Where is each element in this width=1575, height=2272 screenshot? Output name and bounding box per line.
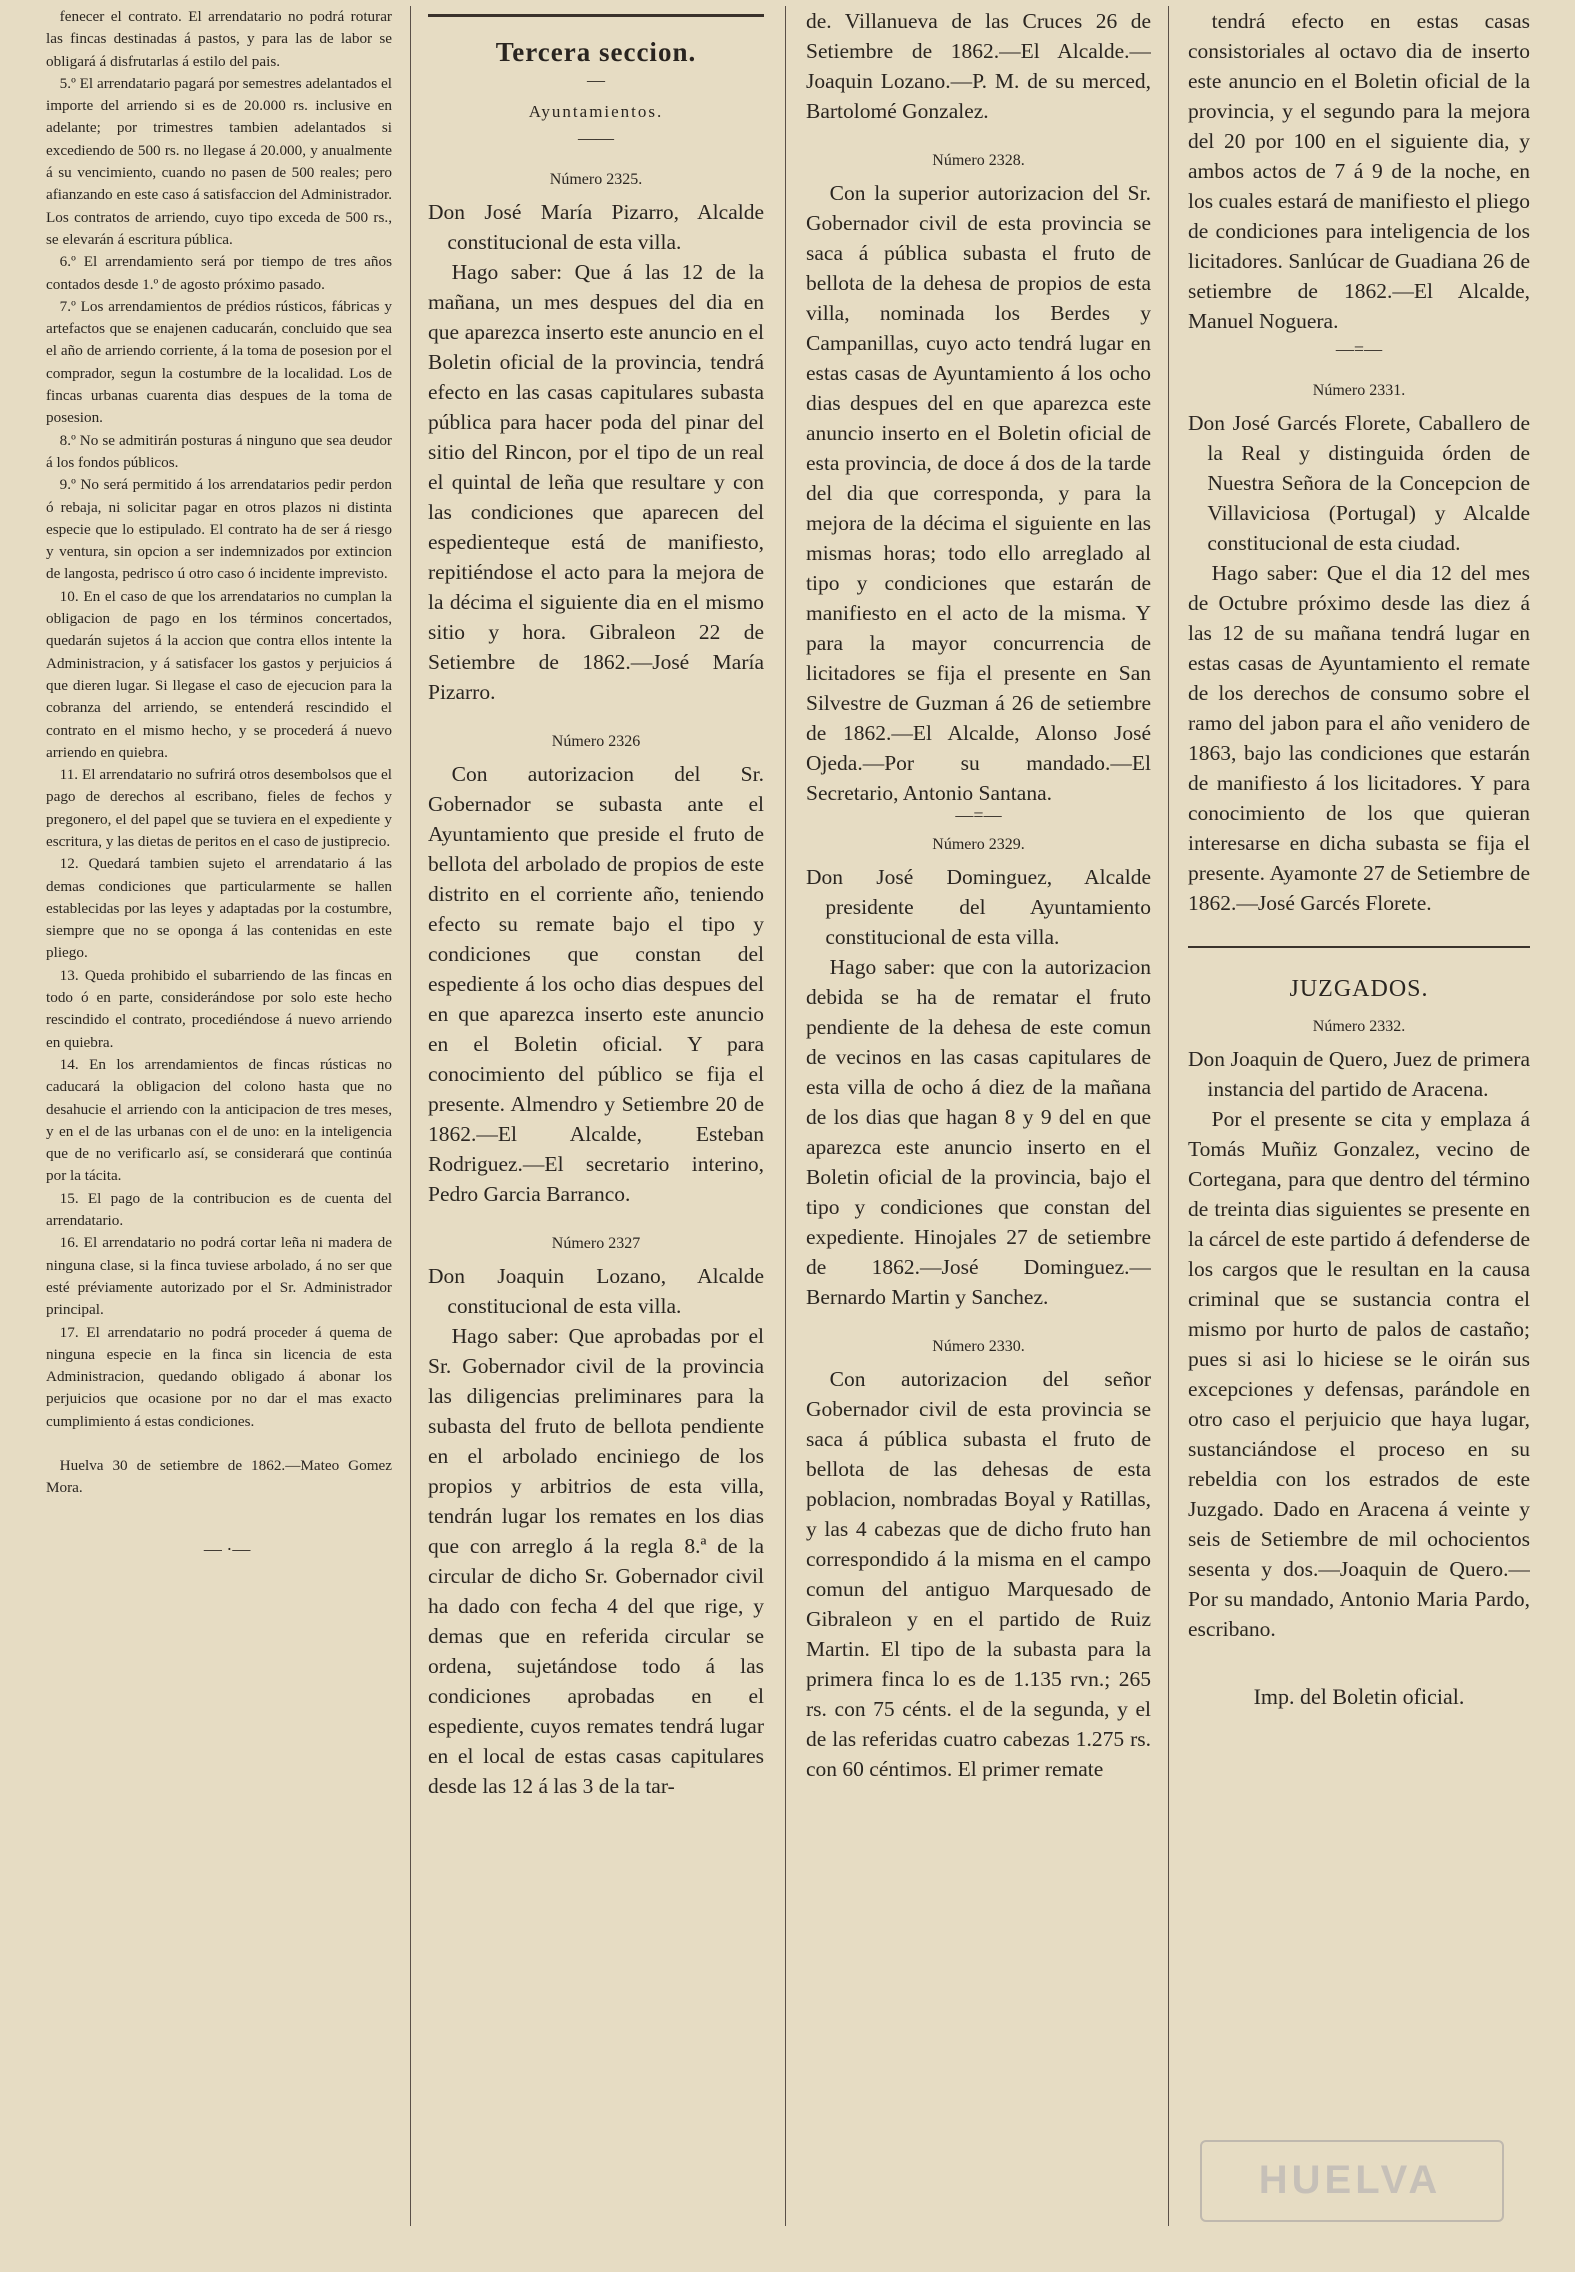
- section-title: Tercera seccion.: [495, 37, 697, 67]
- notice-number: Número 2325.: [549, 171, 643, 188]
- notice-body: Hago saber: Que á las 12 de la mañana, un mes despues del dia en que aparezca inserto este anuncio en el Boletin oficial de la provincia, tendrá efecto en las casas capitulares subasta pública para hacer poda del pinar del sitio del Rincon, por el tipo de un real el quintal de leña que resultare y con las condiciones que aparecen del espedienteque está de manifiesto, repitiéndose el acto para la mejora de la décima el siguiente dia en el mismo sitio y hora. Gibraleon 22 de Setiembre de 1862.—José María Pizarro.: [428, 260, 764, 704]
- condition-paragraph: 5.º El arrendatario pagará por semestres adelantados el importe del arriendo si es de 20.000 rs. inclusive en adelante; por trimestres tambien adelantados si excediendo de 500 rs. no llegase á 20.000, y anualmente á su vencimiento, cuando no pasen de 500 reales; pero afianzando en este caso á satisfaccion del Administrador. Los contratos de arriendo, cuyo tipo exceda de 500 rs., se elevarán á escritura pública.: [46, 74, 392, 248]
- column-divider: [785, 6, 786, 2226]
- notice-body: Con la superior autorizacion del Sr. Gobernador civil de esta provincia se saca á pública subasta el fruto de bellota de la dehesa de propios de esta villa, nominada los Berdes y Campanillas, cuyo acto tendrá lugar en estas casas de Ayuntamiento á los ocho dias despues del en que aparezca este anuncio inserto en el Boletin oficial de esta provincia, de doce á dos de la tarde del dia que corresponda, y para la mejora de la décima el siguiente en las mismas horas; todo ello arreglado al tipo y condiciones que estarán de manifiesto en el acto de la misma. Y para la mayor concurrencia de licitadores se fija el presente en San Silvestre de Guzman á 26 de setiembre de 1862.—El Alcalde, Alonso José Ojeda.—Por su mandado.—El Secretario, Antonio Santana.: [806, 181, 1151, 805]
- condition-paragraph: fenecer el contrato. El arrendatario no podrá roturar las fincas destinadas á pastos, y para las de labor se obligará á disfrutarlas á estilo del pais.: [46, 8, 392, 70]
- notice-body: Con autorizacion del señor Gobernador civil de esta provincia se saca á pública subasta el fruto de bellota de las dehesas de esta poblacion, nombradas Boyal y Ratillas, y las 4 cabezas que de dicho fruto han correspondido á la misma en el campo comun del antiguo Marquesado de Gibraleon y en el partido de Ruiz Martin. El tipo de la subasta para la primera finca lo es de 1.135 rvn.; 265 rs. con 75 cénts. el de la segunda, y el de las referidas cuatro cabezas 1.275 rs. con 60 céntimos. El primer remate: [806, 1367, 1151, 1781]
- column-1: [46, 6, 392, 1556]
- archive-stamp-text: HUELVA: [1258, 2158, 1442, 2202]
- section-rule: [1188, 946, 1530, 948]
- signature: Huelva 30 de setiembre de 1862.—Mateo Gomez Mora.: [46, 1457, 392, 1497]
- condition-paragraph: 14. En los arrendamientos de fincas rústicas no caducará la obligacion del colono hasta que no desahucie el arriendo con la anticipacion de tres meses, y en el de las urbanas con el de uno: en la inteligencia que de no verificarlo así, se considerará que continúa por la tácita.: [46, 1055, 392, 1185]
- notice-heading: Don José Dominguez, Alcalde presidente del Ayuntamiento constitucional de esta villa.: [806, 865, 1151, 949]
- notice-number: Número 2330.: [932, 1338, 1025, 1355]
- column-divider: [410, 6, 411, 2226]
- separator-dash: —=—: [955, 805, 1002, 825]
- notice-heading: Don José María Pizarro, Alcalde constitucional de esta villa.: [428, 200, 764, 254]
- condition-paragraph: 10. En el caso de que los arrendatarios no cumplan la obligacion de pago en los términos concertados, quedarán sujetos á la accion que contra ellos intente la Administracion, y á satisfacer los gastos y perjuicios á que dieren lugar. Si llegase el caso de ejecucion para la cobranza del arriendo, se entenderá rescindido el contrato en el mismo hecho, y se procederá á nuevo arriendo en quiebra.: [46, 587, 392, 761]
- condition-paragraph: 9.º No será permitido á los arrendatarios pedir perdon ó rebaja, ni solicitar pagar en otros plazos ni distinta especie que lo estipulado. El contrato ha de ser á riesgo y ventura, sin opcion a ser indemnizados por extincion de langosta, pedrisco ú otro caso ó incidente imprevisto.: [46, 476, 392, 583]
- section-title: JUZGADOS.: [1289, 976, 1429, 1002]
- notice-body: Hago saber: Que el dia 12 del mes de Octubre próximo desde las diez á las 12 de su mañana tendrá lugar en estas casas de Ayuntamiento el remate de los derechos de consumo sobre el ramo del jabon para el año venidero de 1863, bajo las condiciones que estarán de manifiesto á los licitadores. Y para conocimiento de los que quieran interesarse en dicha subasta se fija el presente. Ayamonte 27 de Setiembre de 1862.—José Garcés Florete.: [1188, 561, 1530, 915]
- notice-heading: Don José Garcés Florete, Caballero de la Real y distinguida órden de Nuestra Señora de la Concepcion de Villaviciosa (Portugal) y Alcalde constitucional de esta ciudad.: [1188, 411, 1530, 555]
- section-subtitle: Ayuntamientos.: [528, 102, 664, 121]
- notice-continuation: de. Villanueva de las Cruces 26 de Setiembre de 1862.—El Alcalde.—Joaquin Lozano.—P. M. de su merced, Bartolomé Gonzalez.: [806, 9, 1151, 123]
- notice-heading: Don Joaquin Lozano, Alcalde constitucional de esta villa.: [428, 1264, 764, 1318]
- condition-paragraph: 16. El arrendatario no podrá cortar leña ni madera de ninguna clase, si la finca tuviese arbolado, á no ser que esté préviamente autorizado por el Sr. Administrador principal.: [46, 1234, 392, 1319]
- notice-number: Número 2326: [551, 733, 641, 750]
- section-rule: [428, 14, 764, 17]
- end-mark: — ·—: [203, 1538, 251, 1556]
- separator-dash: ——: [578, 128, 614, 148]
- notice-body: Hago saber: que con la autorizacion debida se ha de rematar el fruto pendiente de la dehesa de este comun de vecinos en las casas capitulares de esta villa de ocho á diez de la mañana de los dias que hagan 8 y 9 del en que aparezca este anuncio inserto en el Boletin oficial de la provincia, bajo el tipo y condiciones que constan del expediente. Hinojales 27 de setiembre de 1862.—José Dominguez.—Bernardo Martin y Sanchez.: [806, 955, 1151, 1309]
- condition-paragraph: 13. Queda prohibido el subarriendo de las fincas en todo ó en parte, considerándose por solo este hecho rescindido el contrato, procediéndose á nuevo arriendo en quiebra.: [46, 966, 392, 1051]
- condition-paragraph: 12. Quedará tambien sujeto el arrendatario á las demas condiciones que particularmente se hallen establecidas por las leyes y adaptadas por la costumbre, siempre que no se oponga á las contenidas en este pliego.: [46, 855, 392, 962]
- condition-paragraph: 15. El pago de la contribucion es de cuenta del arrendatario.: [46, 1189, 392, 1230]
- notice-number: Número 2331.: [1312, 382, 1406, 399]
- condition-paragraph: 7.º Los arrendamientos de prédios rústicos, fábricas y artefactos que se enajenen caducarán, concluido que sea el año de arriendo corriente, á la toma de posesion por el comprador, segun la costumbre de la localidad. Los de fincas urbanas cuarenta dias despues de la toma de posesion.: [46, 297, 392, 427]
- condition-paragraph: 8.º No se admitirán posturas á ninguno que sea deudor á los fondos públicos.: [46, 431, 392, 471]
- condition-paragraph: 17. El arrendatario no podrá proceder á quema de ninguna especie en la finca sin licencia de esta Administracion, quedando obligado á abonar los perjuicios que ocasione por no dar el mas exacto cumplimiento á estas condiciones.: [46, 1323, 392, 1430]
- separator-dash: —=—: [1335, 339, 1383, 359]
- column-3: [806, 6, 1151, 1784]
- column-2: [428, 6, 764, 1801]
- notice-body: Con autorizacion del Sr. Gobernador se subasta ante el Ayuntamiento que preside el fruto de bellota del arbolado de propios de este distrito en el corriente año, teniendo efecto su remate bajo el tipo y condiciones que constan del espediente á los ocho dias despues del en que aparezca inserto este anuncio en el Boletin oficial. Y para conocimiento del público se fija el presente. Almendro y Setiembre 20 de 1862.—El Alcalde, Esteban Rodriguez.—El secretario interino, Pedro Garcia Barranco.: [428, 762, 764, 1206]
- notice-number: Número 2328.: [932, 152, 1025, 169]
- column-divider: [1168, 6, 1169, 2226]
- column-4: [1188, 6, 1530, 1712]
- notice-continuation: tendrá efecto en estas casas consistoriales al octavo dia de inserto este anuncio en el Boletin oficial de la provincia, y el segundo para la mejora del 20 por 100 en el siguiente dia, y ambos actos de 7 á 9 de la noche, en los cuales estará de manifiesto el pliego de condiciones para inteligencia de los licitadores. Sanlúcar de Guadiana 26 de setiembre de 1862.—El Alcalde, Manuel Noguera.: [1188, 9, 1530, 333]
- condition-paragraph: 11. El arrendatario no sufrirá otros desembolsos que el pago de derechos al escribano, fieles de fechos y pregonero, el del papel que se tuviera en el expediente y escritura, y las dietas de peritos en el caso de justiprecio.: [46, 766, 392, 850]
- printer-imprint: Imp. del Boletin oficial.: [1253, 1684, 1465, 1709]
- separator-dash: —: [587, 70, 605, 90]
- notice-number: Número 2332.: [1312, 1018, 1406, 1035]
- notice-body: Hago saber: Que aprobadas por el Sr. Gobernador civil de la provincia las diligencias preliminares para la subasta del fruto de bellota pendiente en el arbolado enciniego de los propios y arbitrios de esta villa, tendrán lugar los remates en los dias que con arreglo á la regla 8.ª de la circular de dicho Sr. Gobernador civil ha dado con fecha 4 del que rige, y demas que en referida circular se ordena, sujetándose todo á las condiciones aprobadas en el espediente, cuyos remates tendrá lugar en el local de estas casas capitulares desde las 12 á las 3 de la tar-: [428, 1324, 764, 1798]
- notice-number: Número 2329.: [932, 836, 1025, 853]
- notice-body: Por el presente se cita y emplaza á Tomás Muñiz Gonzalez, vecino de Cortegana, para que dentro del término de treinta dias siguientes se presente en la cárcel de este partido á defenderse de los cargos que le resultan en la causa criminal que se sustancia contra el mismo por hurto de palos de castaño; pues si asi lo hiciese se le oirán sus excepciones y defensas, parándole en otro caso el perjuicio que haya lugar, sustanciándose el proceso en su rebeldia con los estrados de este Juzgado. Dado en Aracena á veinte y seis de Setiembre de mil ochocientos sesenta y dos.—Joaquin de Quero.—Por su mandado, Antonio Maria Pardo, escribano.: [1188, 1107, 1530, 1641]
- notice-heading: Don Joaquin de Quero, Juez de primera instancia del partido de Aracena.: [1188, 1047, 1530, 1101]
- condition-paragraph: 6.º El arrendamiento será por tiempo de tres años contados desde 1.º de agosto próximo pasado.: [46, 253, 392, 293]
- notice-number: Número 2327: [551, 1235, 641, 1252]
